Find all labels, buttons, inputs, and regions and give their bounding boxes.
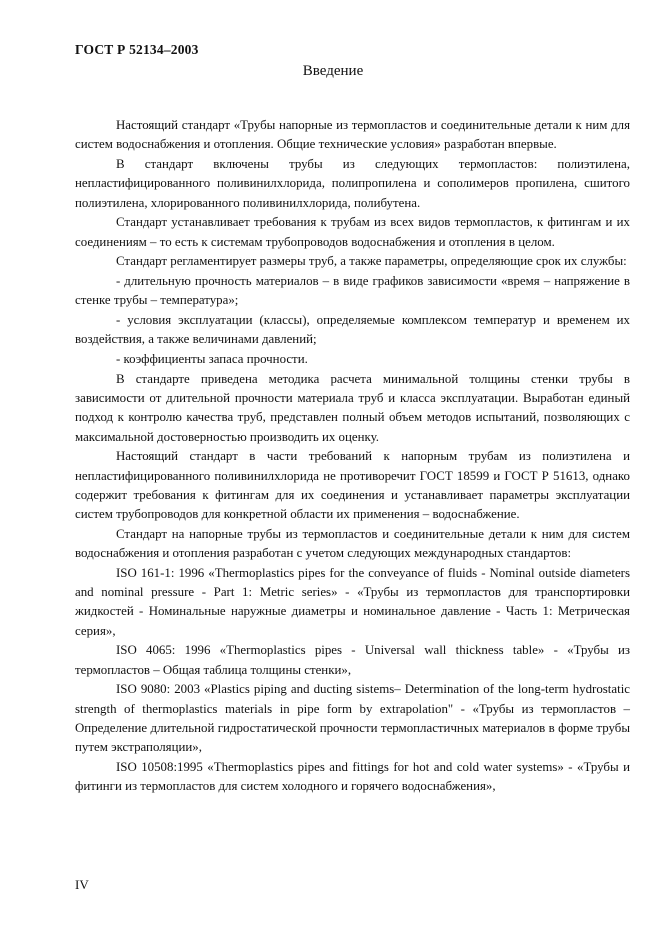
paragraph: Настоящий стандарт «Трубы напорные из термопластов и соединительные детали к ним для систем водоснабжения и отопления. Общие технические условия» разработан впервые. xyxy=(75,118,630,152)
paragraph: Стандарт устанавливает требования к трубам из всех видов термопластов, к фитингам и их соединениям – то есть к системам трубопроводов водоснабжения и отопления в целом. xyxy=(75,215,630,249)
page-title: Введение xyxy=(302,63,364,79)
body-text xyxy=(75,115,630,797)
reference-item: ISO 4065: 1996 «Thermoplastics pipes - Universal wall thickness table» - «Трубы из термопластов – Общая таблица толщины стенки», xyxy=(75,643,630,677)
paragraph: Настоящий стандарт в части требований к напорным трубам из полиэтилена и непластифицированного поливинилхлорида не противоречит ГОСТ 18599 и ГОСТ Р 51613, однако содержит требования к фитингам для их соединения и устанавливает параметры эксплуатации систем трубопроводов для конкретной области их применения – водоснабжение. xyxy=(75,449,630,521)
reference-item: ISO 10508:1995 «Thermoplastics pipes and fittings for hot and cold water systems» - «Трубы и фитинги из термопластов для систем холодного и горячего водоснабжения», xyxy=(75,759,630,793)
list-item: - коэффициенты запаса прочности. xyxy=(116,352,308,366)
paragraph: Стандарт на напорные трубы из термопластов и соединительные детали к ним для систем водоснабжения и отопления разработан с учетом следующих международных стандартов: xyxy=(75,526,630,560)
paragraph: В стандарте приведена методика расчета минимальной толщины стенки трубы в зависимости от длительной прочности материала труб и класса эксплуатации. Выработан единый подход к контролю качества труб, представлен полный объем методов испытаний, позволяющих с максимальной достоверностью производить их оценку. xyxy=(75,371,630,444)
list-item: - условия эксплуатации (классы), определяемые комплексом температур и временем их воздействия, а также величинами давлений; xyxy=(75,313,630,347)
paragraph: Стандарт регламентирует размеры труб, а также параметры, определяющие срок их службы: xyxy=(116,254,627,269)
page-number: IV xyxy=(75,877,89,892)
paragraph: В стандарт включены трубы из следующих термопластов: полиэтилена, непластифицированного поливинилхлорида, полипропилена и сополимеров пропилена, сшитого полиэтилена, хлорированного поливинилхлорида, полибутена. xyxy=(75,157,630,210)
reference-item: ISO 161-1: 1996 «Thermoplastics pipes for the conveyance of fluids - Nominal outside diameters and nominal pressure - Part 1: Metric series» - «Трубы из термопластов для транспортировки жидкостей - Номинальные наружные диаметры и номинальное давление - Часть 1: Метрическая серия», xyxy=(75,565,630,638)
standard-header: ГОСТ Р 52134–2003 xyxy=(75,42,199,57)
reference-item: ISO 9080: 2003 «Plastics piping and ducting sistems– Determination of the long-term hydrostatic strength of thermoplastics materials in pipe form by extrapolation" - «Трубы из термопластов – Определение длительной гидростатической прочности термопластичных материалов в форме трубы путем экстраполяции», xyxy=(75,682,630,754)
list-item: - длительную прочность материалов – в виде графиков зависимости «время – напряжение в стенке трубы – температура»; xyxy=(75,274,630,308)
